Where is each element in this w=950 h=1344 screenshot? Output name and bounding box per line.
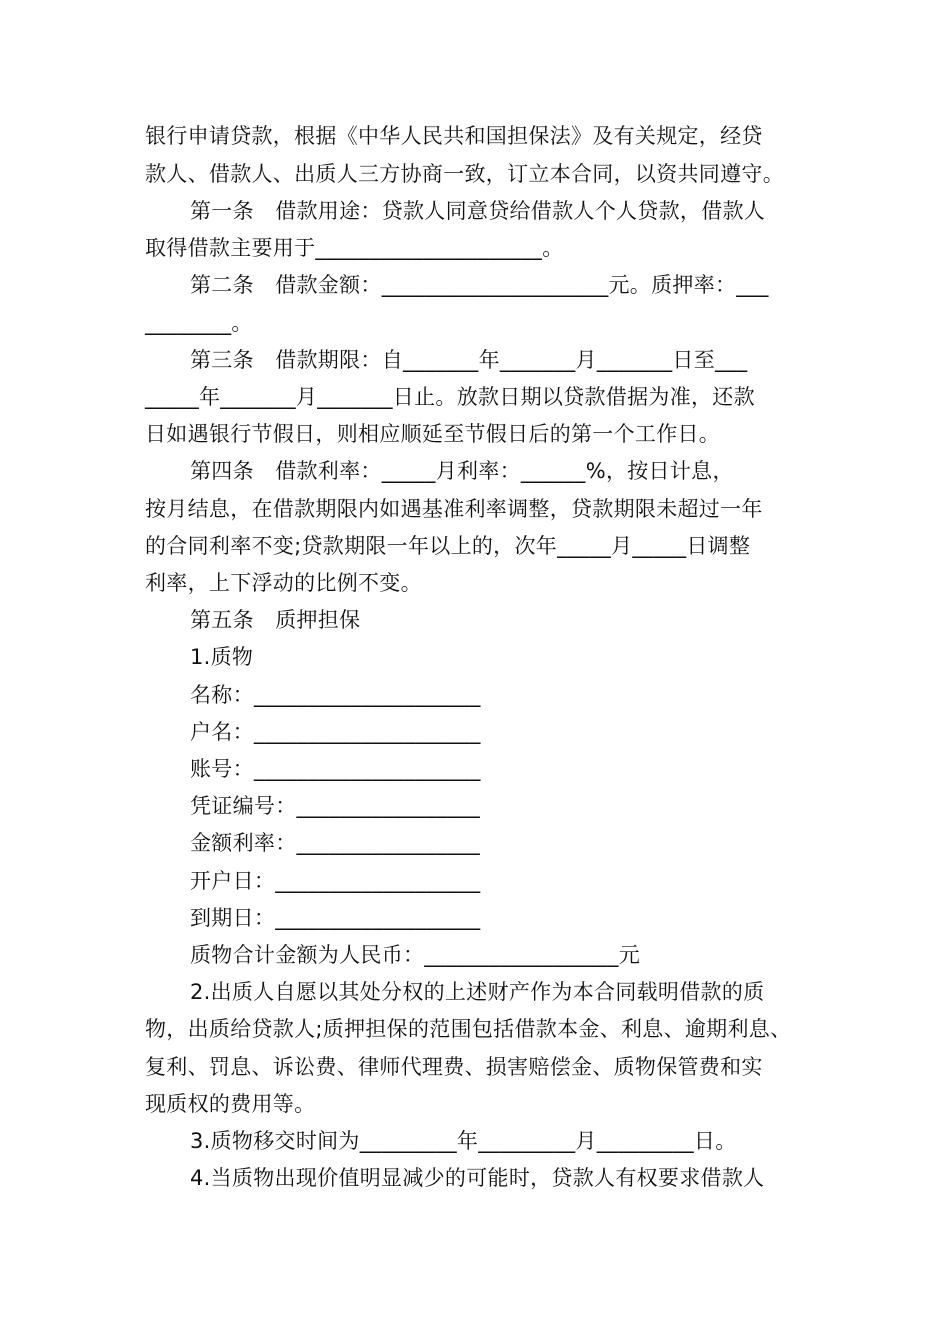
text-line: 复利、罚息、诉讼费、律师代理费、损害赔偿金、质物保管费和实 xyxy=(145,1055,763,1079)
text-line: _____年_______月_______日止。放款日期以贷款借据为准，还款 xyxy=(145,385,755,409)
field-amount-rate: 金额利率：_________________ xyxy=(190,831,481,855)
field-voucher-number: 凭证编号：_________________ xyxy=(190,794,481,818)
clause-2-line: 2.出质人自愿以其处分权的上述财产作为本合同载明借款的质 xyxy=(190,980,765,1004)
text-line: 利率，上下浮动的比例不变。 xyxy=(145,571,422,595)
text-line: 物，出质给贷款人;质押担保的范围包括借款本金、利息、逾期利息、 xyxy=(145,1017,792,1041)
field-open-date: 开户日：___________________ xyxy=(190,869,481,893)
field-account-number: 账号：_____________________ xyxy=(190,757,481,781)
field-due-date: 到期日：___________________ xyxy=(190,906,481,930)
text-line: ________。 xyxy=(145,311,253,335)
text-line: 款人、借款人、出质人三方协商一致，订立本合同，以资共同遵守。 xyxy=(145,162,784,186)
text-line: 按月结息，在借款期限内如遇基准利率调整，贷款期限未超过一年 xyxy=(145,497,763,521)
article-1-heading-line: 第一条 借款用途：贷款人同意贷给借款人个人贷款，借款人 xyxy=(190,199,766,223)
article-3-heading-line: 第三条 借款期限：自_______年_______月_______日至___ xyxy=(190,348,748,372)
clause-3-line: 3.质物移交时间为_________年_________月_________日。 xyxy=(190,1129,737,1153)
text-line: 日如遇银行节假日，则相应顺延至节假日后的第一个工作日。 xyxy=(145,422,721,446)
article-2-heading-line: 第二条 借款金额：_____________________元。质押率：___ xyxy=(190,273,769,297)
text-line: 银行申请贷款，根据《中华人民共和国担保法》及有关规定，经贷 xyxy=(145,124,763,148)
article-5-heading: 第五条 质押担保 xyxy=(190,608,361,632)
field-name: 名称：_____________________ xyxy=(190,683,481,707)
text-line: 的合同利率不变;贷款期限一年以上的，次年_____月_____日调整 xyxy=(145,534,751,558)
clause-4-line: 4.当质物出现价值明显减少的可能时，贷款人有权要求借款人 xyxy=(190,1166,765,1190)
text-line: 取得借款主要用于_____________________。 xyxy=(145,236,564,260)
article-4-heading-line: 第四条 借款利率：_____月利率：______%，按日计息， xyxy=(190,459,734,483)
text-line: 现质权的费用等。 xyxy=(145,1092,316,1116)
field-account-holder: 户名：_____________________ xyxy=(190,720,481,744)
field-total-amount: 质物合计金额为人民币：__________________元 xyxy=(190,943,640,967)
section-heading: 1.质物 xyxy=(190,645,254,669)
